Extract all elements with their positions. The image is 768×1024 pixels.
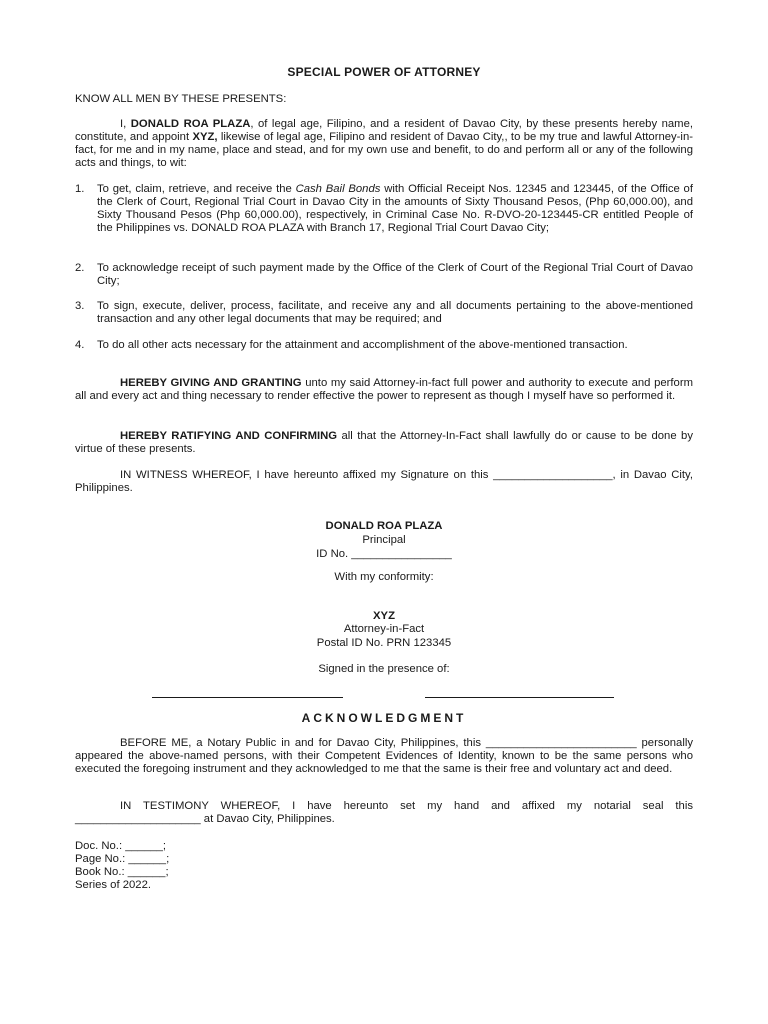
principal-id: ID No. ________________ <box>316 548 452 560</box>
list-item-4: 4. To do all other acts necessary for the attainment and accomplishment of the above-mentioned transaction. <box>75 339 628 351</box>
witness-signature-line-2 <box>425 697 614 698</box>
presence-label: Signed in the presence of: <box>318 663 450 675</box>
agent-name: XYZ <box>373 610 395 622</box>
list-item-3: 3. To sign, execute, deliver, process, facilitate, and receive any and all documents pertaining to the above-mentioned transaction and any other legal documents that may be required; and <box>75 300 693 325</box>
acknowledgment-title: ACKNOWLEDGMENT <box>301 711 467 725</box>
doc-no: Doc. No.: ______; <box>75 840 167 852</box>
notarial-register <box>75 840 693 892</box>
agent-role: Attorney-in-Fact <box>343 623 425 635</box>
series: Series of 2022. <box>75 879 151 891</box>
ratifying-paragraph: HEREBY RATIFYING AND CONFIRMING all that the Attorney-In-Fact shall lawfully do or cause to be done by virtue of these presents. <box>75 430 693 455</box>
granting-paragraph: HEREBY GIVING AND GRANTING unto my said Attorney-in-fact full power and authority to execute and perform all and every act and thing necessary to render effective the power to represent as though I myself have so performed it. <box>75 377 693 402</box>
list-item-1: 1. To get, claim, retrieve, and receive the Cash Bail Bonds with Official Receipt Nos. 12345 and 123445, of the Office of the Clerk of Court, Regional Trial Court in Davao City in the amounts of Sixty Thousand Pesos, (Php 60,000.00), and Sixty Thousand Pesos (Php 60,000.00), respectively, in Criminal Case No. R-DVO-20-123445-CR entitled People of the Philippines vs. DONALD ROA PLAZA with Branch 17, Regional Trial Court Davao City; <box>75 183 693 234</box>
principal-role: Principal <box>362 534 406 546</box>
conformity-label: With my conformity: <box>334 571 434 583</box>
principal-name: DONALD ROA PLAZA <box>325 520 443 532</box>
testimony-paragraph: IN TESTIMONY WHEREOF, I have hereunto set my hand and affixed my notarial seal this ____________________ at Davao City, Philippines. <box>75 800 693 825</box>
witness-paragraph: IN WITNESS WHEREOF, I have hereunto affixed my Signature on this ___________________, in Davao City, Philippines. <box>75 469 693 494</box>
intro-paragraph: I, DONALD ROA PLAZA, of legal age, Filipino, and a resident of Davao City, by these presents hereby name, constitute, and appoint XYZ, likewise of legal age, Filipino and resident of Davao City,, to be my true and lawful Attorney-in-fact, for me and in my name, place and stead, and for my own use and benefit, to do and perform all or any of the following acts and things, to wit: <box>75 118 693 169</box>
agent-postal-id: Postal ID No. PRN 123345 <box>316 637 452 649</box>
opening-line: KNOW ALL MEN BY THESE PRESENTS: <box>75 93 287 105</box>
acknowledgment-paragraph: BEFORE ME, a Notary Public in and for Davao City, Philippines, this ________________________ personally appeared the above-named persons, with their Competent Evidences of Identity, known to be the same persons who executed the foregoing instrument and they acknowledged to me that the same is their free and voluntary act and deed. <box>75 737 693 775</box>
document-title: SPECIAL POWER OF ATTORNEY <box>287 65 481 79</box>
list-item-2: 2. To acknowledge receipt of such payment made by the Office of the Clerk of Court of the Regional Trial Court of Davao City; <box>75 262 693 287</box>
witness-signature-line-1 <box>152 697 343 698</box>
page-no: Page No.: ______; <box>75 853 170 865</box>
book-no: Book No.: ______; <box>75 866 169 878</box>
